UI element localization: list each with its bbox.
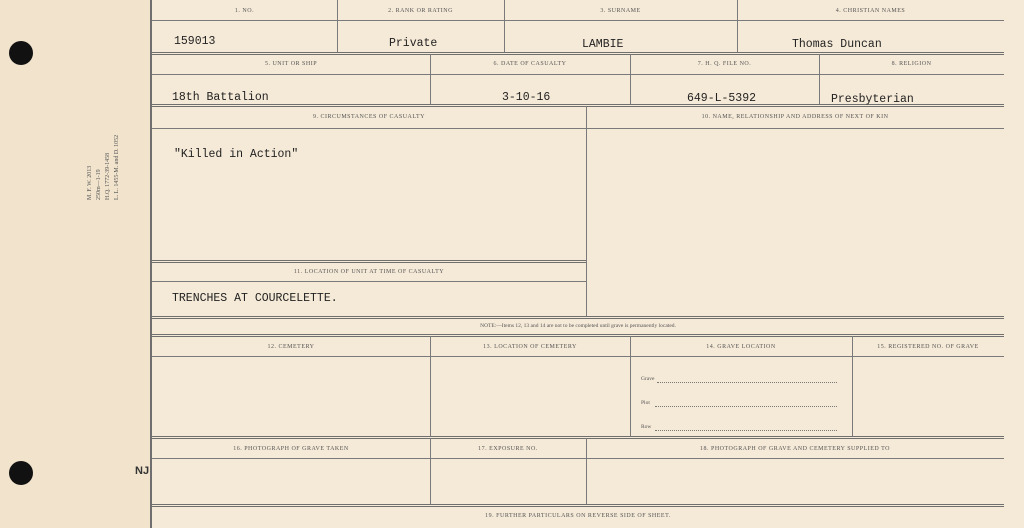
field-rank: Private (389, 37, 438, 50)
header-photo-taken: 16. PHOTOGRAPH OF GRAVE TAKEN (233, 446, 349, 452)
header-next-of-kin: 10. NAME, RELATIONSHIP AND ADDRESS OF NEXT OF KIN (701, 114, 889, 120)
field-date: 3-10-16 (502, 91, 551, 104)
header-surname: 3. SURNAME (600, 8, 641, 14)
header-grave-location: 14. GRAVE LOCATION (706, 344, 776, 350)
nj-mark: NJ (135, 465, 150, 477)
header-date: 6. DATE OF CASUALTY (493, 61, 567, 67)
grave-label: Grave (641, 376, 655, 382)
header-cemetery-location: 13. LOCATION OF CEMETERY (483, 344, 577, 350)
plot-line (655, 406, 837, 407)
row-label: Row (641, 424, 652, 430)
note: NOTE:—Items 12, 13 and 14 are not to be completed until grave is permanently located. (480, 323, 676, 329)
form-code: M. F. W. 2013 250m—1-19 H.Q. 1772-39-1458 L. L. 1455-M. and D. 1052 (87, 134, 120, 200)
header-rank: 2. RANK OR RATING (388, 8, 453, 14)
field-file-no: 649-L-5392 (687, 92, 757, 105)
field-circumstances: "Killed in Action" (174, 148, 299, 161)
header-file-no: 7. H. Q. FILE NO. (697, 61, 752, 67)
header-christian-names: 4. CHRISTIAN NAMES (835, 8, 906, 14)
field-unit-location: TRENCHES AT COURCELETTE. (172, 292, 338, 305)
field-surname: LAMBIE (582, 38, 624, 51)
left-margin (0, 0, 150, 528)
header-unit: 5. UNIT OR SHIP (264, 61, 318, 67)
header-number: 1. NO. (234, 8, 255, 14)
footer-further-particulars: 19. FURTHER PARTICULARS ON REVERSE SIDE OF SHEET. (485, 513, 671, 519)
header-exposure-no: 17. EXPOSURE NO. (478, 446, 538, 452)
punch-hole (9, 41, 33, 65)
header-registered-no: 15. REGISTERED NO. OF GRAVE (877, 344, 979, 350)
field-unit: 18th Battalion (172, 91, 269, 104)
header-religion: 8. RELIGION (891, 61, 932, 67)
field-religion: Presbyterian (831, 93, 914, 106)
field-christian-names: Thomas Duncan (792, 38, 882, 51)
row-line (655, 430, 837, 431)
grave-line (657, 382, 837, 383)
plot-label: Plot (641, 400, 650, 406)
casualty-form (150, 0, 1024, 528)
header-cemetery: 12. CEMETERY (267, 344, 315, 350)
field-number: 159013 (174, 35, 216, 48)
punch-hole (9, 461, 33, 485)
header-circumstances: 9. CIRCUMSTANCES OF CASUALTY (313, 114, 425, 120)
header-photo-supplied: 18. PHOTOGRAPH OF GRAVE AND CEMETERY SUPPLIED TO (699, 446, 891, 452)
header-unit-location: 11. LOCATION OF UNIT AT TIME OF CASUALTY (293, 269, 445, 275)
